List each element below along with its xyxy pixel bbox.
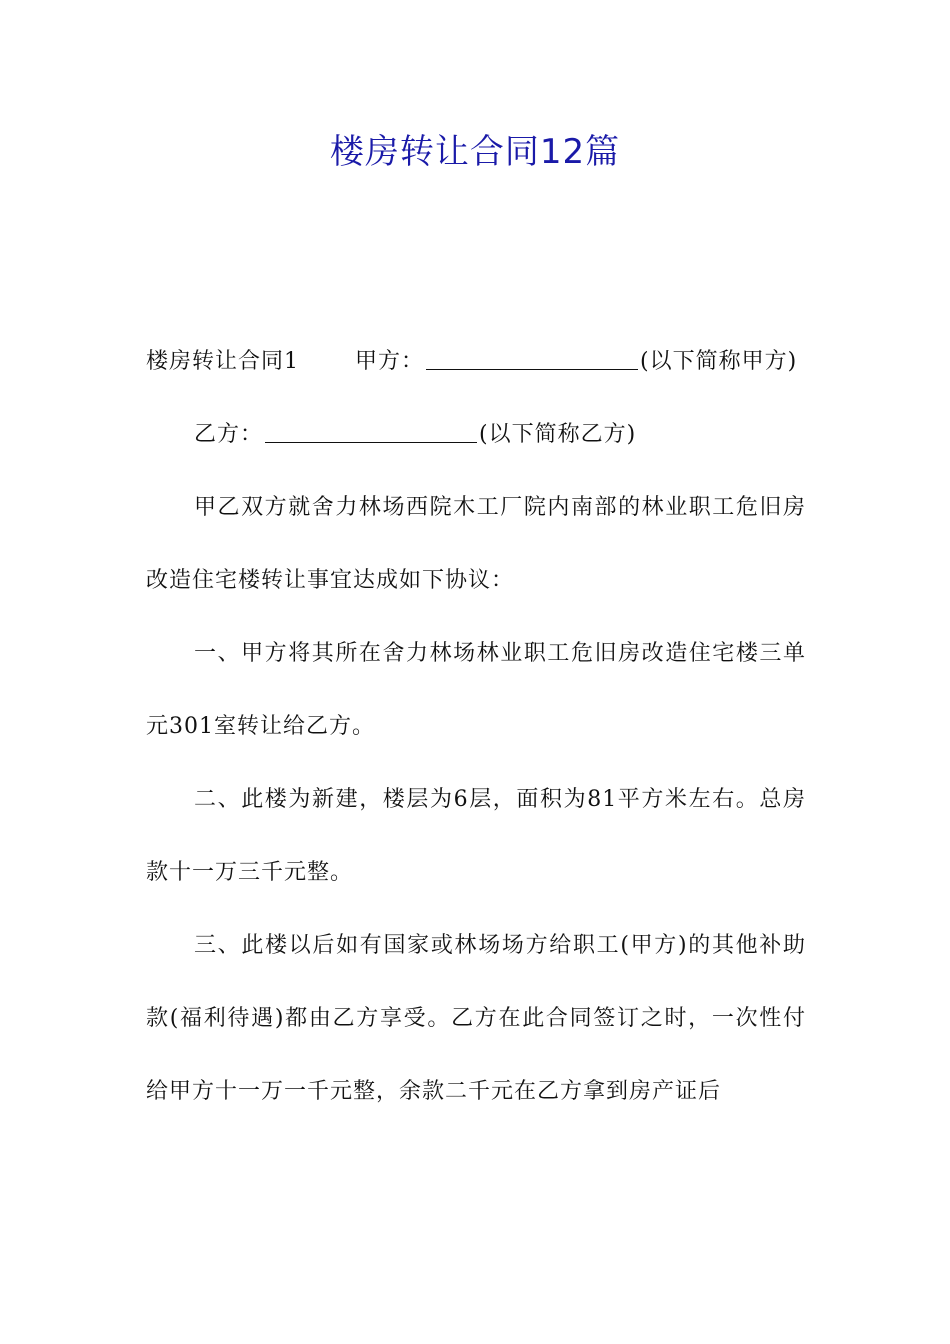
party-b-line — [146, 398, 806, 471]
paragraph-clause-3: 三、此楼以后如有国家或林场场方给职工(甲方)的其他补助款(福利待遇)都由乙方享受。乙方在此合同签订之时，一次性付给甲方十一万一千元整，余款二千元在乙方拿到房产证后 — [146, 933, 806, 1104]
party-a-line — [146, 325, 806, 398]
section-heading: 楼房转让合同1 — [146, 349, 299, 374]
party-a-label: 甲方： — [355, 349, 425, 374]
party-b-suffix: (以下简称乙方) — [479, 422, 637, 447]
party-a-suffix: (以下简称甲方) — [640, 349, 798, 374]
document-title: 楼房转让合同12篇 — [329, 132, 621, 172]
paragraph-clause-2: 二、此楼为新建，楼层为6层，面积为81平方米左右。总房款十一万三千元整。 — [146, 787, 806, 885]
party-b-blank — [265, 422, 477, 443]
paragraph-clause-1: 一、甲方将其所在舍力林场林业职工危旧房改造住宅楼三单元301室转让给乙方。 — [146, 641, 806, 739]
paragraph-intro: 甲乙双方就舍力林场西院木工厂院内南部的林业职工危旧房改造住宅楼转让事宜达成如下协议： — [146, 495, 806, 593]
party-a-blank — [426, 349, 638, 370]
document-body — [146, 325, 806, 1128]
party-b-label: 乙方： — [194, 422, 264, 447]
